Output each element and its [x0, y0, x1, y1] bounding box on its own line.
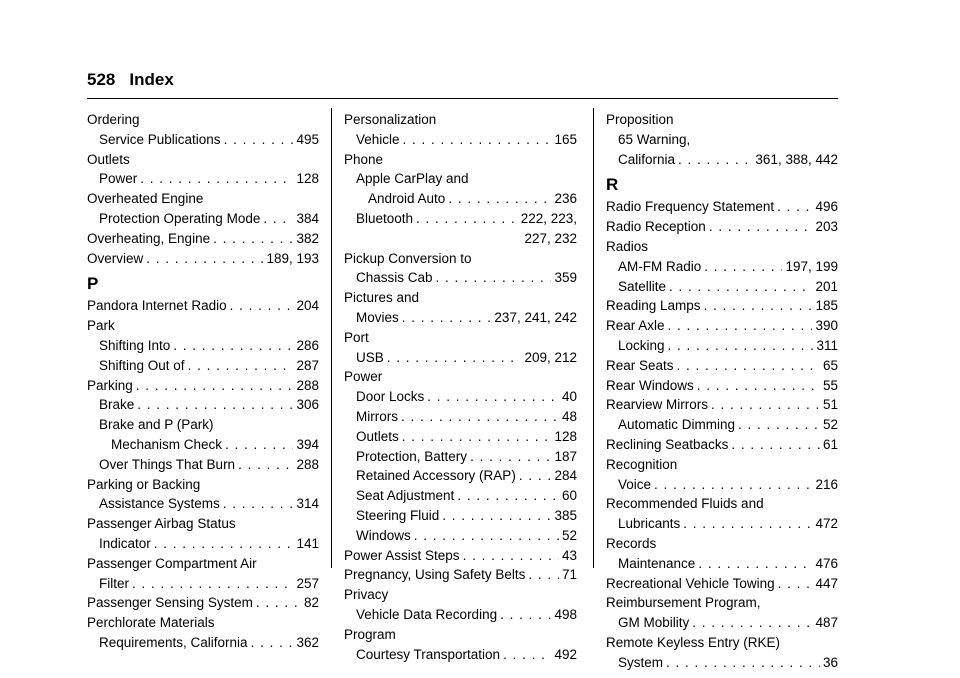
index-entry — [87, 574, 319, 594]
index-entry-term: Rear Axle — [606, 318, 665, 334]
index-entry — [344, 407, 577, 427]
index-entry — [87, 130, 319, 150]
index-entry — [344, 130, 577, 150]
index-entry-term: Power Assist Steps — [344, 547, 460, 563]
index-entry-pages: 187 — [554, 448, 577, 464]
dot-leader — [470, 447, 551, 467]
index-entry — [87, 376, 319, 396]
index-entry — [87, 435, 319, 455]
index-entry-pages: 197, 199 — [785, 258, 838, 274]
index-entry-term: Brake — [99, 397, 135, 413]
index-heading: Park — [87, 318, 115, 334]
index-entry-pages: 237, 241, 242 — [494, 309, 577, 325]
index-entry-term: Parking — [87, 377, 133, 393]
index-entry-term: Vehicle — [356, 131, 400, 147]
index-entry-term: Lubricants — [618, 516, 681, 532]
index-entry-pages: 165 — [554, 131, 577, 147]
index-entry — [606, 653, 838, 673]
section-letter: P — [87, 274, 99, 294]
index-entry-pages: 216 — [815, 476, 838, 492]
index-entry — [344, 348, 577, 368]
index-heading: Records — [606, 535, 657, 551]
dot-leader — [709, 217, 813, 237]
index-entry — [606, 217, 838, 237]
page-number: 528 — [87, 70, 116, 89]
index-entry-pages: 55 — [822, 377, 838, 393]
index-entry — [606, 613, 838, 633]
index-entry-term: Voice — [618, 476, 652, 492]
index-entry — [87, 593, 319, 613]
index-entry-pages: 390 — [815, 318, 838, 334]
index-heading: Brake and P (Park) — [99, 417, 214, 433]
index-heading: Phone — [344, 151, 384, 167]
index-entry-pages: 222, 223, — [520, 210, 577, 226]
index-entry-term: Automatic Dimming — [618, 417, 736, 433]
index-entry-term: Requirements, California — [99, 634, 248, 650]
index-entry-pages: 128 — [296, 171, 319, 187]
index-entry-pages: 288 — [296, 456, 319, 472]
index-entry-pages: 495 — [296, 131, 319, 147]
index-entry — [87, 296, 319, 316]
index-entry-pages: 287 — [296, 357, 319, 373]
index-heading: Power — [344, 369, 383, 385]
dot-leader — [188, 356, 294, 376]
dot-leader — [677, 356, 820, 376]
dot-leader — [402, 427, 552, 447]
dot-leader — [654, 475, 812, 495]
dot-leader — [697, 376, 820, 396]
dot-leader — [778, 574, 813, 594]
index-heading: Radios — [606, 238, 649, 254]
dot-leader — [387, 348, 522, 368]
index-entry — [606, 316, 838, 336]
index-entry — [87, 249, 319, 269]
index-entry — [87, 395, 319, 415]
column-divider-2 — [593, 108, 594, 568]
index-entry — [344, 605, 577, 625]
index-entry-term: Protection, Battery — [356, 448, 468, 464]
index-entry — [344, 526, 577, 546]
index-entry-pages: 288 — [296, 377, 319, 393]
index-entry — [344, 506, 577, 526]
dot-leader — [448, 189, 551, 209]
index-entry-term: Reading Lamps — [606, 298, 701, 314]
dot-leader — [251, 633, 294, 653]
index-entry-pages: 284 — [554, 468, 577, 484]
index-entry-pages: 476 — [815, 555, 838, 571]
index-entry — [606, 475, 838, 495]
index-heading: Pickup Conversion to — [344, 250, 472, 266]
dot-leader — [238, 455, 293, 475]
dot-leader — [503, 645, 551, 665]
index-entry-pages: 48 — [561, 408, 577, 424]
index-entry-pages: 52 — [822, 417, 838, 433]
index-entry — [87, 169, 319, 189]
index-entry — [344, 427, 577, 447]
dot-leader — [698, 554, 812, 574]
dot-leader — [403, 130, 552, 150]
dot-leader — [738, 415, 820, 435]
index-entry-pages: 498 — [554, 606, 577, 622]
index-entry-pages: 52 — [561, 527, 577, 543]
dot-leader — [683, 514, 812, 534]
index-page-continuation: 227, 232 — [524, 230, 577, 246]
index-entry-term: Passenger Sensing System — [87, 595, 253, 611]
index-entry-term: System — [618, 654, 664, 670]
index-entry — [344, 189, 577, 209]
index-entry-pages: 385 — [554, 507, 577, 523]
index-entry — [87, 455, 319, 475]
index-heading: 65 Warning, — [618, 131, 691, 147]
index-entry-term: Service Publications — [99, 131, 221, 147]
index-heading: Outlets — [87, 151, 130, 167]
index-entry-pages: 189, 193 — [266, 250, 319, 266]
index-entry-pages: 496 — [815, 199, 838, 215]
dot-leader — [402, 308, 492, 328]
index-heading: Program — [344, 626, 396, 642]
index-entry-pages: 361, 388, 442 — [755, 151, 838, 167]
index-entry — [606, 415, 838, 435]
dot-leader — [442, 506, 551, 526]
index-column-1 — [87, 110, 319, 653]
header-rule — [87, 98, 838, 99]
index-entry-pages: 36 — [822, 654, 838, 670]
dot-leader — [457, 486, 559, 506]
index-entry-term: Maintenance — [618, 555, 696, 571]
dot-leader — [224, 130, 294, 150]
index-entry-pages: 492 — [554, 646, 577, 662]
index-entry-pages: 203 — [815, 219, 838, 235]
dot-leader — [140, 169, 293, 189]
index-entry — [606, 395, 838, 415]
index-entry — [606, 514, 838, 534]
index-entry-pages: 384 — [296, 210, 319, 226]
index-entry-pages: 472 — [815, 516, 838, 532]
index-entry-term: Windows — [356, 527, 411, 543]
dot-leader — [256, 593, 301, 613]
dot-leader — [414, 526, 559, 546]
index-entry-pages: 65 — [822, 357, 838, 373]
index-entry-pages: 359 — [554, 270, 577, 286]
index-entry-pages: 311 — [816, 337, 838, 353]
index-entry — [87, 633, 319, 653]
dot-leader — [136, 376, 294, 396]
index-entry-pages: 40 — [561, 389, 577, 405]
index-column-3 — [606, 110, 838, 673]
index-entry-pages: 209, 212 — [524, 349, 577, 365]
index-heading: Ordering — [87, 112, 140, 127]
index-entry-term: Indicator — [99, 535, 151, 551]
index-entry — [87, 356, 319, 376]
dot-leader — [427, 387, 559, 407]
index-entry — [344, 209, 577, 229]
index-entry-term: Pregnancy, Using Safety Belts — [344, 567, 526, 583]
index-entry-pages: 204 — [296, 298, 319, 314]
index-entry-pages: 201 — [815, 278, 838, 294]
index-entry — [606, 277, 838, 297]
index-entry-pages: 128 — [554, 428, 577, 444]
dot-leader — [463, 546, 559, 566]
index-entry-term: Overview — [87, 250, 144, 266]
dot-leader — [731, 435, 820, 455]
index-entry-pages: 286 — [296, 337, 319, 353]
index-entry — [606, 554, 838, 574]
index-entry-pages: 60 — [561, 488, 577, 504]
index-entry-term: USB — [356, 349, 384, 365]
dot-leader — [668, 336, 814, 356]
dot-leader — [668, 316, 813, 336]
index-heading: Overheated Engine — [87, 191, 204, 207]
index-entry-pages: 306 — [296, 397, 319, 413]
index-entry-term: Radio Reception — [606, 219, 706, 235]
dot-leader — [528, 565, 559, 585]
index-entry — [606, 336, 838, 356]
index-entry — [606, 574, 838, 594]
index-entry-term: Outlets — [356, 428, 399, 444]
dot-leader — [436, 268, 552, 288]
page-title: Index — [129, 70, 174, 89]
index-entry-term: Retained Accessory (RAP) — [356, 468, 516, 484]
index-entry-pages: 51 — [822, 397, 838, 413]
index-heading: Pictures and — [344, 290, 420, 306]
dot-leader — [692, 613, 812, 633]
index-entry — [344, 546, 577, 566]
index-entry-term: Door Locks — [356, 389, 425, 405]
index-entry-term: Locking — [618, 337, 665, 353]
index-entry-term: GM Mobility — [618, 615, 690, 631]
index-entry-term: Movies — [356, 309, 399, 325]
index-heading: Parking or Backing — [87, 476, 201, 492]
dot-leader — [666, 653, 820, 673]
dot-leader — [137, 395, 293, 415]
index-entry — [344, 486, 577, 506]
index-heading: Remote Keyless Entry (RKE) — [606, 634, 781, 650]
dot-leader — [213, 229, 293, 249]
index-entry-term: Rearview Mirrors — [606, 397, 709, 413]
index-entry — [87, 209, 319, 229]
dot-leader — [401, 407, 559, 427]
index-entry-term: Protection Operating Mode — [99, 210, 261, 226]
index-heading: Recommended Fluids and — [606, 496, 764, 512]
index-entry-term: Mechanism Check — [111, 436, 223, 452]
index-heading: Port — [344, 329, 369, 345]
index-entry-pages: 236 — [554, 191, 577, 207]
index-entry-term: Mirrors — [356, 408, 398, 424]
dot-leader — [154, 534, 294, 554]
index-entry-pages: 141 — [296, 535, 319, 551]
dot-leader — [173, 336, 293, 356]
index-heading: Recognition — [606, 456, 678, 472]
dot-leader — [500, 605, 551, 625]
index-column-2 — [344, 110, 577, 664]
index-entry-pages: 362 — [296, 634, 319, 650]
dot-leader — [223, 494, 294, 514]
index-entry-pages: 82 — [303, 595, 319, 611]
index-entry — [606, 435, 838, 455]
index-entry — [606, 376, 838, 396]
index-entry-term: Rear Windows — [606, 377, 694, 393]
section-letter: R — [606, 175, 619, 195]
column-divider-1 — [331, 108, 332, 568]
index-entry — [344, 447, 577, 467]
index-entry — [606, 296, 838, 316]
dot-leader — [678, 150, 752, 170]
index-entry — [344, 645, 577, 665]
index-entry — [606, 150, 838, 170]
index-entry-term: Recreational Vehicle Towing — [606, 575, 775, 591]
dot-leader — [146, 249, 263, 269]
dot-leader — [230, 296, 294, 316]
index-entry — [606, 257, 838, 277]
index-entry-term: Filter — [99, 575, 129, 591]
dot-leader — [711, 395, 820, 415]
index-entry — [344, 308, 577, 328]
index-entry-term: Assistance Systems — [99, 496, 220, 512]
index-entry-term: Seat Adjustment — [356, 488, 455, 504]
dot-leader — [669, 277, 812, 297]
index-entry — [87, 229, 319, 249]
index-entry-pages: 43 — [561, 547, 577, 563]
index-heading: Passenger Compartment Air — [87, 555, 257, 571]
dot-leader — [416, 209, 518, 229]
index-entry-term: Shifting Out of — [99, 357, 185, 373]
index-entry — [87, 336, 319, 356]
index-entry-pages: 382 — [296, 230, 319, 246]
index-entry-term: Courtesy Transportation — [356, 646, 501, 662]
index-entry-term: Power — [99, 171, 138, 187]
index-heading: Personalization — [344, 112, 437, 127]
index-entry-term: Steering Fluid — [356, 507, 440, 523]
dot-leader — [132, 574, 293, 594]
index-entry — [87, 494, 319, 514]
index-entry — [344, 565, 577, 585]
index-entry-term: Shifting Into — [99, 337, 171, 353]
index-entry — [606, 197, 838, 217]
index-entry-pages: 314 — [296, 496, 319, 512]
index-heading: Apple CarPlay and — [356, 171, 469, 187]
index-entry-term: AM-FM Radio — [618, 258, 702, 274]
index-entry-term: Chassis Cab — [356, 270, 433, 286]
index-entry-term: Over Things That Burn — [99, 456, 236, 472]
page-header — [87, 70, 174, 90]
index-heading: Perchlorate Materials — [87, 615, 215, 631]
index-entry-pages: 394 — [296, 436, 319, 452]
index-entry-term: Bluetooth — [356, 210, 414, 226]
index-entry-term: Radio Frequency Statement — [606, 199, 775, 215]
index-entry-pages: 257 — [296, 575, 319, 591]
dot-leader — [704, 296, 813, 316]
index-entry-term: Reclining Seatbacks — [606, 436, 729, 452]
index-heading: Proposition — [606, 112, 674, 127]
dot-leader — [225, 435, 293, 455]
index-entry — [344, 387, 577, 407]
index-entry — [606, 356, 838, 376]
index-entry-term: California — [618, 151, 676, 167]
index-entry-pages: 487 — [815, 615, 838, 631]
index-entry-term: Android Auto — [368, 191, 446, 207]
index-heading: Passenger Airbag Status — [87, 516, 236, 532]
dot-leader — [777, 197, 812, 217]
index-entry-pages: 447 — [815, 575, 838, 591]
index-entry-term: Overheating, Engine — [87, 230, 211, 246]
index-entry-pages: 185 — [815, 298, 838, 314]
index-entry-term: Rear Seats — [606, 357, 674, 373]
index-entry — [344, 466, 577, 486]
dot-leader — [704, 257, 782, 277]
index-heading: Privacy — [344, 587, 389, 603]
index-entry — [344, 268, 577, 288]
index-entry-term: Satellite — [618, 278, 667, 294]
index-entry — [87, 534, 319, 554]
dot-leader — [519, 466, 552, 486]
index-entry-term: Pandora Internet Radio — [87, 298, 227, 314]
index-entry-pages: 61 — [822, 436, 838, 452]
dot-leader — [263, 209, 293, 229]
index-entry-pages: 71 — [561, 567, 577, 583]
index-heading: Reimbursement Program, — [606, 595, 761, 611]
index-entry-term: Vehicle Data Recording — [356, 606, 498, 622]
